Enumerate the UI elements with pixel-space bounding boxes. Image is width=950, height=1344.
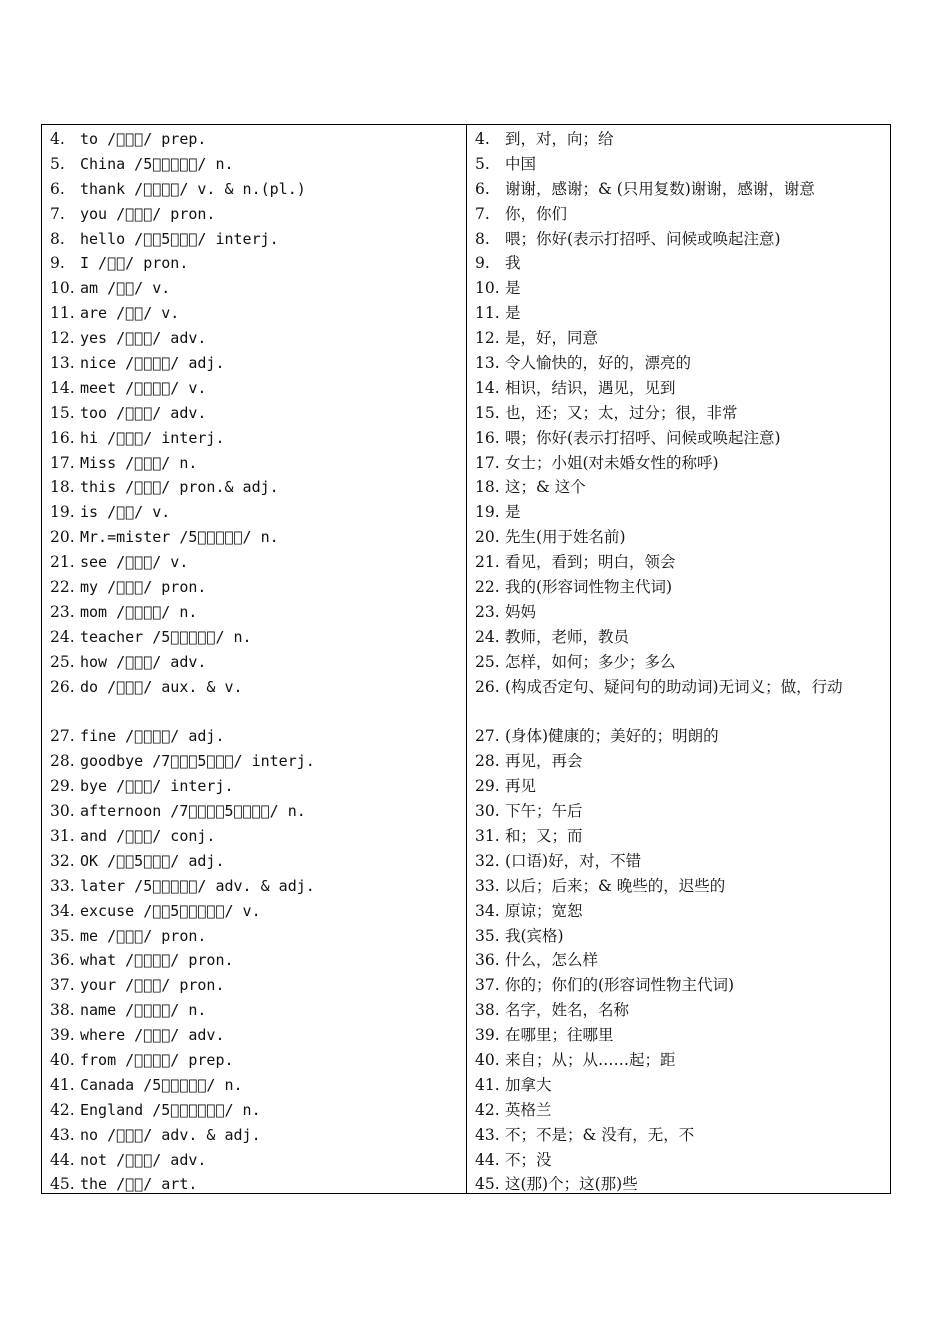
english-entry [50, 948, 460, 973]
english-entry [50, 251, 460, 276]
vocabulary-table [41, 124, 891, 1194]
english-entry-text: Mr.=mister /5     / n. [80, 528, 279, 547]
english-entry-text: I /  / pron. [80, 254, 189, 273]
chinese-entry-number: 45. [475, 1175, 500, 1194]
chinese-entry-number: 44. [475, 1150, 500, 1169]
english-entry [50, 998, 460, 1023]
english-entry-number: 24. [50, 627, 75, 646]
english-entry [50, 1048, 460, 1073]
chinese-entry [475, 998, 884, 1023]
chinese-entry-number: 10. [475, 279, 500, 298]
english-entry-number: 34. [50, 901, 75, 920]
chinese-entry-number: 29. [475, 777, 500, 796]
chinese-entry-text: 下午；午后 [505, 802, 583, 821]
chinese-entry [475, 475, 884, 500]
english-entry-number: 29. [50, 777, 75, 796]
chinese-entry-text: 在哪里；往哪里 [505, 1026, 614, 1045]
english-entry [50, 899, 460, 924]
english-entry [50, 426, 460, 451]
chinese-entry [475, 749, 884, 774]
english-entry [50, 973, 460, 998]
chinese-entry [475, 874, 884, 899]
chinese-entry-text: 原谅；宽恕 [505, 901, 583, 920]
chinese-entry-text: 你，你们 [505, 204, 568, 223]
chinese-entry-text: 妈妈 [505, 602, 537, 621]
chinese-entry-text: 你的；你们的(形容词性物主代词) [505, 976, 735, 995]
english-rows [50, 127, 460, 1197]
chinese-entry-text: 不；没 [505, 1150, 552, 1169]
chinese-entry-number: 16. [475, 428, 500, 447]
english-entry-text: Canada /5     / n. [80, 1075, 243, 1094]
english-entry [50, 1023, 460, 1048]
english-entry [50, 600, 460, 625]
chinese-entry-number: 43. [475, 1125, 500, 1144]
chinese-entry-text: 怎样，如何；多少；多么 [505, 652, 676, 671]
english-entry [50, 500, 460, 525]
english-entry-number: 28. [50, 752, 75, 771]
english-entry-number: 30. [50, 802, 75, 821]
chinese-entry-number: 18. [475, 478, 500, 497]
english-entry [50, 1123, 460, 1148]
english-entry-number: 4. [50, 130, 65, 148]
chinese-entry [475, 973, 884, 998]
chinese-entry-number: 35. [475, 926, 500, 945]
english-entry-text: China /5     / n. [80, 154, 234, 173]
chinese-entry [475, 351, 884, 376]
chinese-entry-number: 12. [475, 329, 500, 348]
english-entry [50, 401, 460, 426]
chinese-entry [475, 650, 884, 675]
english-entry-text: are /  / v. [80, 304, 180, 323]
english-entry-number: 39. [50, 1026, 75, 1045]
chinese-entry-text: 是 [505, 503, 521, 522]
english-entry-number: 23. [50, 602, 75, 621]
chinese-entry-number: 21. [475, 553, 500, 572]
chinese-entry [475, 1073, 884, 1098]
english-entry-number: 40. [50, 1050, 75, 1069]
chinese-entry [475, 1172, 884, 1197]
english-entry-number: 36. [50, 951, 75, 970]
chinese-entry-number: 13. [475, 354, 500, 373]
english-entry-number: 35. [50, 926, 75, 945]
english-entry-number: 27. [50, 727, 75, 746]
english-entry [50, 874, 460, 899]
chinese-entry-text: 先生(用于姓名前) [505, 528, 626, 547]
chinese-entry-text: 以后；后来；& 晚些的，迟些的 [505, 876, 726, 895]
chinese-entry-number: 5. [475, 154, 490, 173]
chinese-entry [475, 326, 884, 351]
english-entry-text: this /   / pron.& adj. [80, 478, 279, 497]
english-entry-number: 19. [50, 503, 75, 522]
english-entry-text: am /  / v. [80, 279, 171, 298]
english-entry-text: not /   / adv. [80, 1150, 207, 1169]
english-entry [50, 227, 460, 252]
english-entry-text: to /   / prep. [80, 130, 207, 148]
english-entry-text: mom /    / n. [80, 602, 198, 621]
english-entry-number: 43. [50, 1125, 75, 1144]
chinese-entry-text: 来自；从；从……起；距 [505, 1050, 676, 1069]
english-entry-text: how /   / adv. [80, 652, 207, 671]
chinese-entry-text: 喂；你好(表示打招呼、问候或唤起注意) [505, 428, 781, 447]
chinese-entry [475, 451, 884, 476]
chinese-entry-text: (口语)好，对，不错 [505, 851, 642, 870]
chinese-entry-number: 4. [475, 130, 490, 148]
english-entry-text: thank /    / v. & n.(pl.) [80, 179, 306, 198]
chinese-entry-text: 加拿大 [505, 1075, 552, 1094]
chinese-entry-number: 8. [475, 229, 490, 248]
english-entry-text: hello /  5   / interj. [80, 229, 279, 248]
chinese-entry-number: 39. [475, 1026, 500, 1045]
chinese-entry-number: 31. [475, 826, 500, 845]
chinese-entry [475, 426, 884, 451]
english-entry-number: 8. [50, 229, 65, 248]
english-entry-text: OK /  5   / adj. [80, 851, 225, 870]
english-entry-text: and /   / conj. [80, 826, 216, 845]
chinese-entry-text: 我(宾格) [505, 926, 564, 945]
english-entry-text: hi /   / interj. [80, 428, 225, 447]
english-entry-text: too /   / adv. [80, 403, 207, 422]
english-entry [50, 127, 460, 152]
english-entry-text: goodbye /7   5   / interj. [80, 752, 315, 771]
chinese-entry [475, 625, 884, 650]
chinese-entry [475, 774, 884, 799]
chinese-entry-number: 24. [475, 627, 500, 646]
chinese-entry-number: 41. [475, 1075, 500, 1094]
english-entry-text: no /   / adv. & adj. [80, 1125, 261, 1144]
chinese-entry-text: 再见 [505, 777, 537, 796]
english-entry-number: 15. [50, 403, 75, 422]
chinese-entry-text: 看见，看到；明白，领会 [505, 553, 676, 572]
chinese-entry-text: 名字，姓名，名称 [505, 1001, 630, 1020]
chinese-entry [475, 202, 884, 227]
chinese-entry-text: 喂；你好(表示打招呼、问候或唤起注意) [505, 229, 781, 248]
chinese-entry-number: 17. [475, 453, 500, 472]
chinese-entry [475, 376, 884, 401]
english-entry-number: 21. [50, 553, 75, 572]
english-entry-text: fine /    / adj. [80, 727, 225, 746]
chinese-entry-text: (身体)健康的；美好的；明朗的 [505, 727, 719, 746]
chinese-entry-number: 38. [475, 1001, 500, 1020]
english-entry [50, 625, 460, 650]
chinese-entry [475, 924, 884, 949]
chinese-entry [475, 227, 884, 252]
english-entry-text: is /  / v. [80, 503, 171, 522]
chinese-entry-number: 25. [475, 652, 500, 671]
chinese-entry [475, 824, 884, 849]
english-entry-number: 32. [50, 851, 75, 870]
chinese-entry-number: 6. [475, 179, 490, 198]
english-entry-number: 10. [50, 279, 75, 298]
english-entry-number: 20. [50, 528, 75, 547]
english-entry [50, 1073, 460, 1098]
chinese-entry [475, 1098, 884, 1123]
chinese-entry [475, 276, 884, 301]
chinese-entry-text: 再见，再会 [505, 752, 583, 771]
english-entry-number: 17. [50, 453, 75, 472]
english-entry-text: your /   / pron. [80, 976, 225, 995]
english-entry [50, 849, 460, 874]
english-entry-number: 12. [50, 329, 75, 348]
chinese-entry [475, 301, 884, 326]
chinese-entry-number: 42. [475, 1100, 500, 1119]
english-entry-number: 13. [50, 354, 75, 373]
english-entry [50, 924, 460, 949]
english-entry-number: 41. [50, 1075, 75, 1094]
chinese-entry-number: 11. [475, 304, 500, 323]
chinese-rows [475, 127, 884, 1197]
chinese-entry-number: 28. [475, 752, 500, 771]
english-entry-number: 37. [50, 976, 75, 995]
chinese-entry [475, 799, 884, 824]
chinese-entry [475, 251, 884, 276]
english-entry-text: do /   / aux. & v. [80, 677, 243, 696]
english-entry-text: excuse /  5     / v. [80, 901, 261, 920]
english-entry [50, 376, 460, 401]
english-entry-number: 18. [50, 478, 75, 497]
english-entry [50, 675, 460, 725]
english-entry [50, 774, 460, 799]
chinese-entry-number: 34. [475, 901, 500, 920]
english-entry [50, 1098, 460, 1123]
english-entry-text: meet /    / v. [80, 378, 207, 397]
english-entry [50, 475, 460, 500]
english-entry-number: 38. [50, 1001, 75, 1020]
english-entry-text: bye /   / interj. [80, 777, 234, 796]
chinese-entry-text: 谢谢，感谢；& (只用复数)谢谢，感谢，谢意 [505, 179, 815, 198]
english-entry-number: 25. [50, 652, 75, 671]
english-entry-number: 44. [50, 1150, 75, 1169]
english-entry-text: you /   / pron. [80, 204, 216, 223]
english-entry-number: 26. [50, 677, 75, 696]
english-entry-number: 42. [50, 1100, 75, 1119]
chinese-entry [475, 500, 884, 525]
english-entry-number: 45. [50, 1175, 75, 1194]
english-entry [50, 177, 460, 202]
chinese-entry [475, 550, 884, 575]
english-entry [50, 824, 460, 849]
english-entry-text: me /   / pron. [80, 926, 207, 945]
english-entry-number: 11. [50, 304, 75, 323]
english-entry [50, 301, 460, 326]
chinese-entry [475, 675, 884, 725]
english-entry [50, 1148, 460, 1173]
english-entry-number: 7. [50, 204, 65, 223]
chinese-entry [475, 1148, 884, 1173]
chinese-entry-text: 到，对，向；给 [505, 130, 614, 148]
english-entry-number: 22. [50, 578, 75, 597]
chinese-entry [475, 849, 884, 874]
chinese-entry-number: 37. [475, 976, 500, 995]
english-entry-text: what /    / pron. [80, 951, 234, 970]
chinese-entry [475, 401, 884, 426]
chinese-entry-text: 我 [505, 254, 521, 273]
chinese-entry-number: 30. [475, 802, 500, 821]
chinese-entry-number: 19. [475, 503, 500, 522]
english-entry-text: where /   / adv. [80, 1026, 225, 1045]
chinese-entry-number: 22. [475, 578, 500, 597]
chinese-entry [475, 127, 884, 152]
chinese-entry [475, 525, 884, 550]
chinese-entry-text: 什么，怎么样 [505, 951, 599, 970]
english-entry-text: later /5     / adv. & adj. [80, 876, 315, 895]
english-entry [50, 724, 460, 749]
chinese-entry-number: 26. [475, 677, 500, 696]
chinese-entry-text: 这(那)个；这(那)些 [505, 1175, 638, 1194]
english-entry [50, 799, 460, 824]
chinese-entry [475, 600, 884, 625]
english-entry-text: my /   / pron. [80, 578, 207, 597]
chinese-entry-text: 是 [505, 279, 521, 298]
chinese-entry-text: 女士；小姐(对未婚女性的称呼) [505, 453, 719, 472]
chinese-entry-number: 36. [475, 951, 500, 970]
chinese-entry-number: 40. [475, 1050, 500, 1069]
english-entry-number: 33. [50, 876, 75, 895]
chinese-entry-number: 20. [475, 528, 500, 547]
chinese-entry-text: 也，还；又；太，过分；很，非常 [505, 403, 738, 422]
chinese-entry-text: 我的(形容词性物主代词) [505, 578, 673, 597]
chinese-entry-number: 15. [475, 403, 500, 422]
chinese-entry-text: 中国 [505, 154, 537, 173]
english-entry [50, 351, 460, 376]
english-entry-text: teacher /5     / n. [80, 627, 252, 646]
chinese-entry [475, 152, 884, 177]
english-entry [50, 749, 460, 774]
english-entry-number: 16. [50, 428, 75, 447]
english-entry [50, 276, 460, 301]
chinese-entry [475, 1048, 884, 1073]
chinese-entry [475, 575, 884, 600]
english-entry [50, 1172, 460, 1197]
english-entry-text: the /  / art. [80, 1175, 198, 1194]
english-entry-number: 6. [50, 179, 65, 198]
english-entry [50, 326, 460, 351]
english-entry-text: see /   / v. [80, 553, 189, 572]
chinese-entry-number: 9. [475, 254, 490, 273]
chinese-entry-number: 14. [475, 378, 500, 397]
chinese-entry-number: 27. [475, 727, 500, 746]
english-entry-text: Miss /   / n. [80, 453, 198, 472]
english-entry [50, 525, 460, 550]
english-entry-number: 31. [50, 826, 75, 845]
english-entry-text: yes /   / adv. [80, 329, 207, 348]
chinese-entry-number: 33. [475, 876, 500, 895]
chinese-entry [475, 899, 884, 924]
english-entry-text: England /5      / n. [80, 1100, 261, 1119]
chinese-entry-text: 英格兰 [505, 1100, 552, 1119]
chinese-entry-number: 7. [475, 204, 490, 223]
english-entry-text: from /    / prep. [80, 1050, 234, 1069]
chinese-entry-text: 相识，结识，遇见，见到 [505, 378, 676, 397]
english-entry [50, 152, 460, 177]
chinese-entry-number: 23. [475, 602, 500, 621]
chinese-entry-text: 令人愉快的，好的，漂亮的 [505, 354, 692, 373]
english-entry-text: nice /    / adj. [80, 354, 225, 373]
chinese-entry-text: 教师，老师，教员 [505, 627, 630, 646]
english-entry [50, 575, 460, 600]
chinese-entry [475, 1123, 884, 1148]
english-entry [50, 202, 460, 227]
chinese-entry [475, 177, 884, 202]
chinese-entry-text: (构成否定句、疑问句的助动词)无词义；做，行动 [505, 677, 843, 696]
chinese-entry [475, 724, 884, 749]
chinese-entry [475, 1023, 884, 1048]
chinese-entry-number: 32. [475, 851, 500, 870]
chinese-entry-text: 是 [505, 304, 521, 323]
english-entry-text: name /    / n. [80, 1001, 207, 1020]
english-column [42, 125, 467, 1193]
english-entry-number: 14. [50, 378, 75, 397]
chinese-entry-text: 不；不是；& 没有，无，不 [505, 1125, 695, 1144]
english-entry-text: afternoon /7    5    / n. [80, 802, 306, 821]
english-entry [50, 550, 460, 575]
chinese-entry-text: 和；又；而 [505, 826, 583, 845]
chinese-column [467, 125, 890, 1193]
english-entry-number: 9. [50, 254, 65, 273]
chinese-entry-text: 这；& 这个 [505, 478, 586, 497]
chinese-entry-text: 是，好，同意 [505, 329, 599, 348]
english-entry [50, 451, 460, 476]
english-entry [50, 650, 460, 675]
english-entry-number: 5. [50, 154, 65, 173]
chinese-entry [475, 948, 884, 973]
